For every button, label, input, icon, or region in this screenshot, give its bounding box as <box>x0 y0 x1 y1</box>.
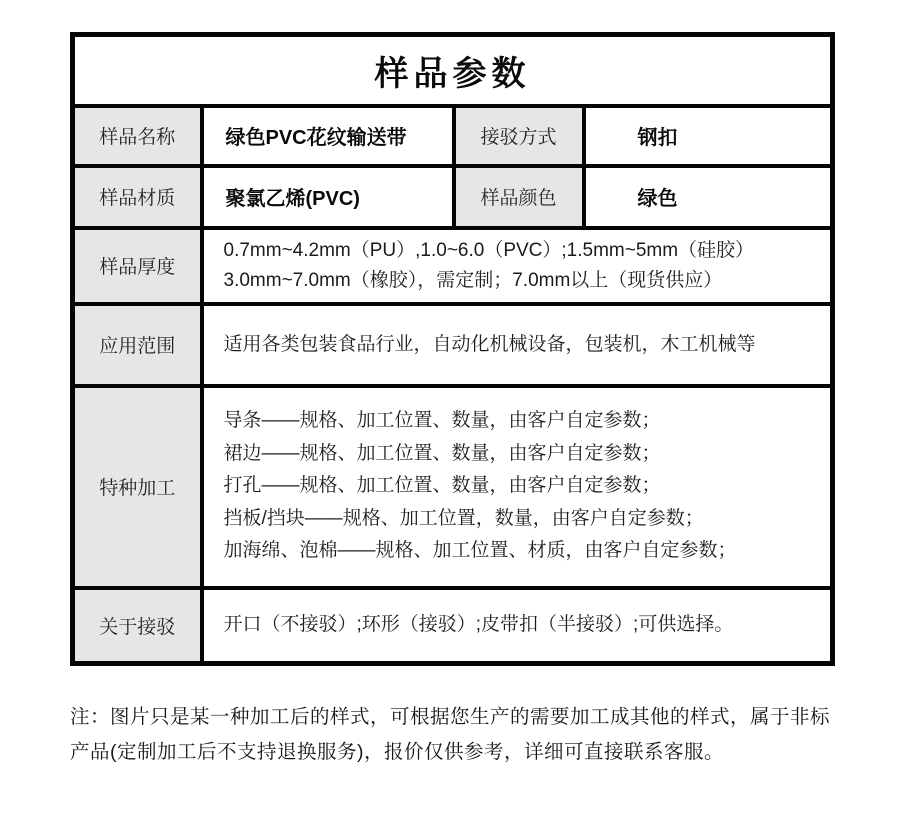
about-joint-line: 开口（不接驳）;环形（接驳）;皮带扣（半接驳）;可供选择。 <box>223 614 734 636</box>
special-processing-line: 打孔——规格、加工位置、数量，由客户自定参数； <box>223 475 661 497</box>
label-sample-thickness: 样品厚度 <box>73 228 202 304</box>
thickness-line: 3.0mm~7.0mm（橡胶），需定制；7.0mm以上（现货供应） <box>223 269 723 291</box>
label-sample-name: 样品名称 <box>73 106 202 166</box>
special-processing-line: 加海绵、泡棉——规格、加工位置、材质，由客户自定参数； <box>223 540 737 562</box>
value-special-processing <box>202 386 833 588</box>
label-about-joint: 关于接驳 <box>73 588 202 664</box>
table-row <box>73 386 833 588</box>
sample-parameters-table <box>70 32 835 666</box>
label-sample-material: 样品材质 <box>73 166 202 228</box>
value-sample-material: 聚氯乙烯(PVC) <box>202 166 454 228</box>
value-joint-method: 钢扣 <box>584 106 833 166</box>
value-about-joint <box>202 588 833 664</box>
application-line: 适用各类包装食品行业，自动化机械设备，包装机，木工机械等 <box>223 333 756 355</box>
table-row <box>73 588 833 664</box>
footer-note: 注：图片只是某一种加工后的样式，可根据您生产的需要加工成其他的样式，属于非标产品(定制加工后不支持退换服务)，报价仅供参考，详细可直接联系客服。 <box>70 706 831 763</box>
label-special-processing: 特种加工 <box>73 386 202 588</box>
special-processing-line: 导条——规格、加工位置、数量，由客户自定参数； <box>223 410 661 432</box>
label-sample-color: 样品颜色 <box>454 166 584 228</box>
table-row <box>73 166 833 228</box>
value-sample-color: 绿色 <box>584 166 833 228</box>
page-title: 样品参数 <box>73 35 833 106</box>
label-joint-method: 接驳方式 <box>454 106 584 166</box>
value-sample-thickness <box>202 228 833 304</box>
table-row <box>73 304 833 386</box>
value-sample-name: 绿色PVC花纹输送带 <box>202 106 454 166</box>
special-processing-line: 挡板/挡块——规格、加工位置，数量，由客户自定参数； <box>223 507 704 529</box>
table-row <box>73 228 833 304</box>
table-row <box>73 35 833 106</box>
label-application-scope: 应用范围 <box>73 304 202 386</box>
table-row <box>73 106 833 166</box>
thickness-line: 0.7mm~4.2mm（PU）,1.0~6.0（PVC）;1.5mm~5mm（硅胶） <box>223 239 755 261</box>
special-processing-line: 裙边——规格、加工位置、数量，由客户自定参数； <box>223 442 661 464</box>
value-application-scope <box>202 304 833 386</box>
